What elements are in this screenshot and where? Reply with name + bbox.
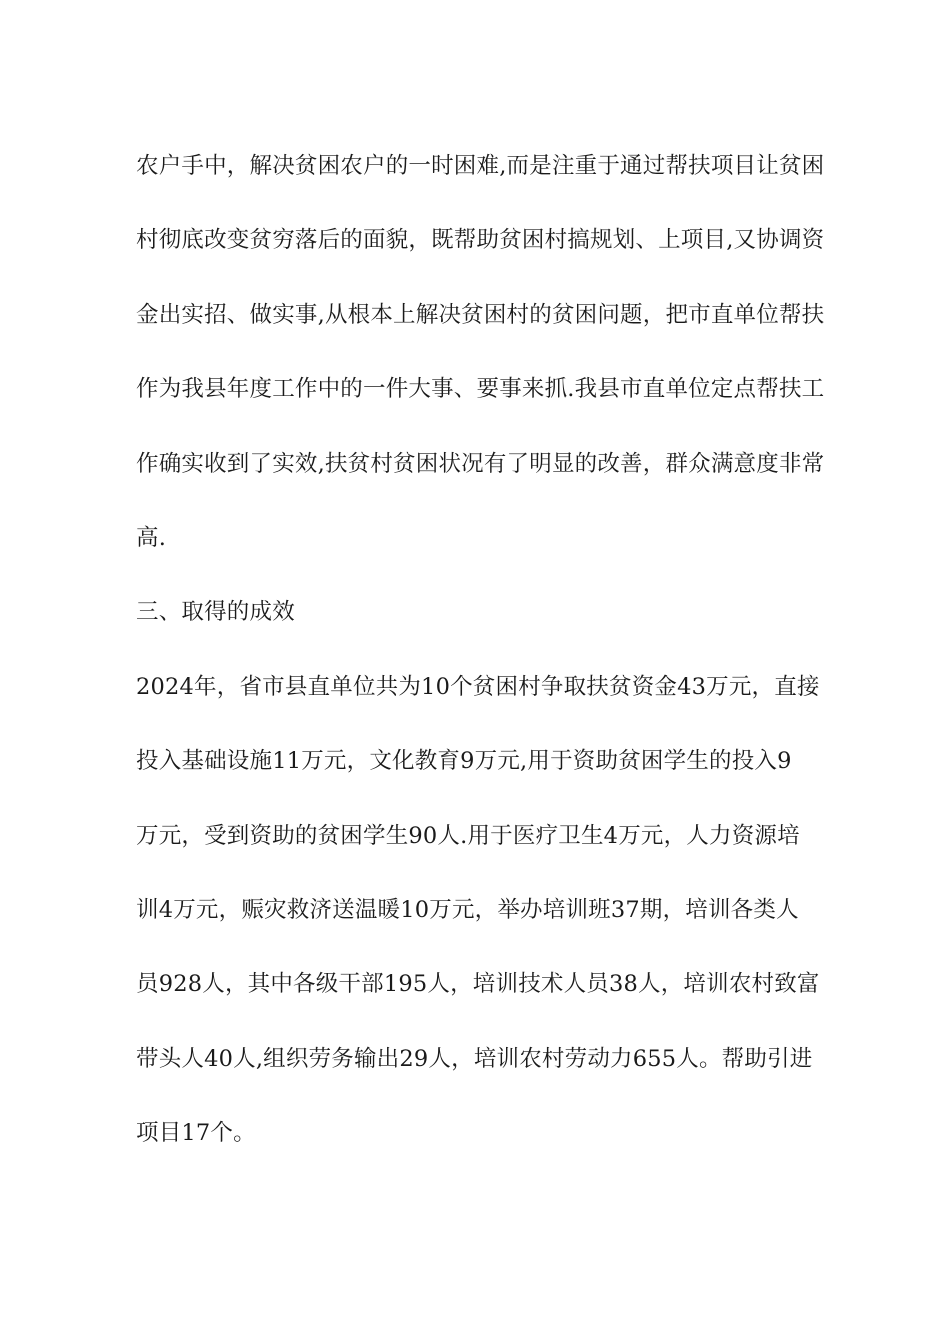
text-line: 金出实招、做实事,从根本上解决贫困村的贫困问题，把市直单位帮扶: [136, 301, 825, 328]
text-line: 员928人，其中各级干部195人，培训技术人员38人，培训农村致富: [136, 971, 820, 998]
section-heading: 三、取得的成效: [136, 599, 295, 626]
text-line: 投入基础设施11万元，文化教育9万元,用于资助贫困学生的投入9: [136, 748, 792, 775]
text-line: 农户手中，解决贫困农户的一时困难,而是注重于通过帮扶项目让贫困: [136, 153, 825, 179]
text-line: 2024年，省市县直单位共为10个贫困村争取扶贫资金43万元，直接: [136, 673, 820, 700]
text-line: 村彻底改变贫穷落后的面貌，既帮助贫困村搞规划、上项目,又协调资: [136, 227, 825, 254]
text-line: 作确实收到了实效,扶贫村贫困状况有了明显的改善，群众满意度非常: [136, 450, 825, 477]
document-body: [136, 142, 825, 1183]
text-line: 高.: [136, 524, 167, 551]
text-line: 作为我县年度工作中的一件大事、要事来抓.我县市直单位定点帮扶工: [136, 376, 825, 403]
text-line: 训4万元，赈灾救济送温暖10万元，举办培训班37期，培训各类人: [136, 896, 799, 923]
text-line: 万元，受到资助的贫困学生90人.用于医疗卫生4万元，人力资源培: [136, 822, 800, 849]
text-line: 带头人40人,组织劳务输出29人，培训农村劳动力655人。帮助引进: [136, 1045, 813, 1072]
text-line: 项目17个。: [136, 1120, 256, 1147]
